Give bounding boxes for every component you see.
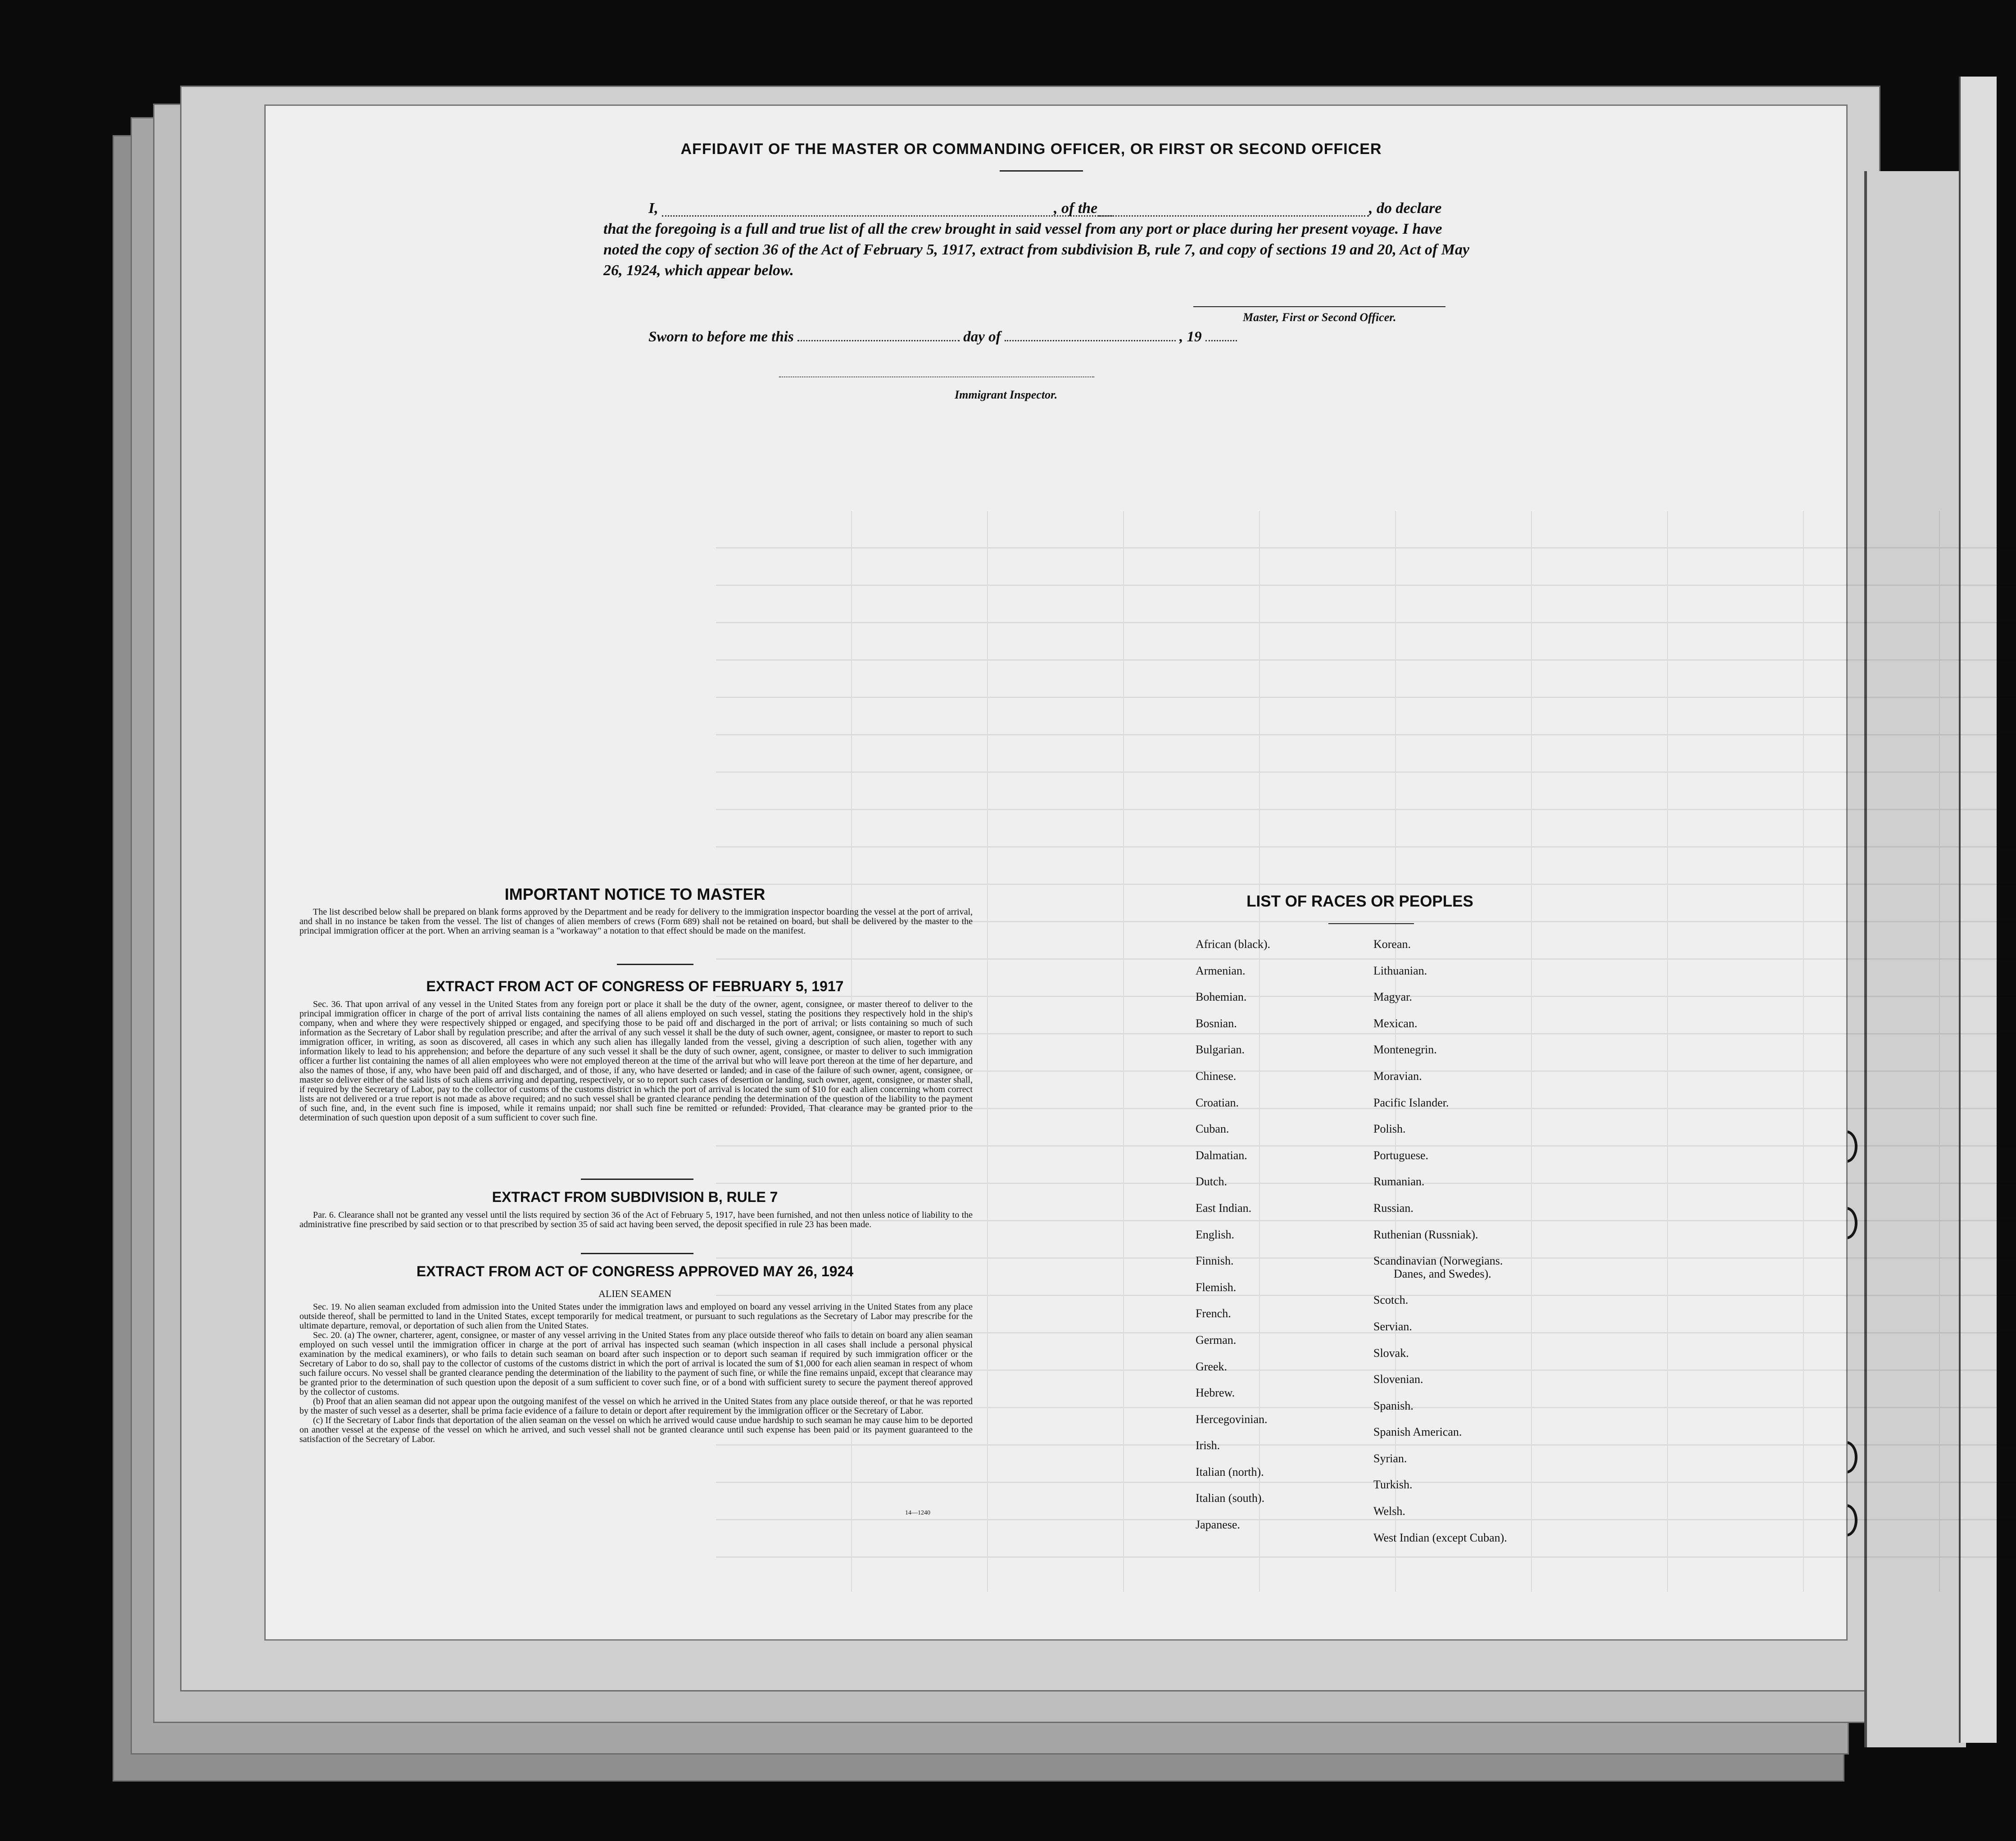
sec19-text: Sec. 19. No alien seaman excluded from admission into the United States under the immigration laws and employed on board any vessel arriving in the United States from any place outside thereof, shall be permitted to land in the United States, except temporarily for medical treatment, or pursuant to such regulations as the Secretary of Labor may prescribe for the ultimate departure, removal, or deportation of such alien from the United States. <box>299 1302 973 1331</box>
declaration-line <box>603 198 1477 219</box>
race-item: Hercegovinian. <box>1196 1412 1268 1426</box>
race-item: Scandinavian (Norwegians. <box>1373 1254 1503 1268</box>
race-item: Dalmatian. <box>1196 1148 1247 1162</box>
races-left-column <box>1196 931 1270 1538</box>
declaration-of-the: , of the <box>1054 200 1098 217</box>
sworn-day: day of <box>963 329 1001 345</box>
race-item: Mexican. <box>1373 1016 1418 1030</box>
race-item: Chinese. <box>1196 1069 1237 1083</box>
race-item: Slovenian. <box>1373 1373 1423 1386</box>
alien-seamen-subheading: ALIEN SEAMEN <box>598 1288 671 1299</box>
notice-heading: IMPORTANT NOTICE TO MASTER <box>504 885 766 903</box>
race-item: Moravian. <box>1373 1069 1422 1083</box>
race-item: Japanese. <box>1196 1518 1240 1532</box>
race-item: Armenian. <box>1196 964 1246 977</box>
master-label: Master, First or Second Officer. <box>1243 311 1396 324</box>
sec20a-text: Sec. 20. (a) The owner, charterer, agent, consignee, or master of any vessel arriving in the United States from any place outside thereof who fails to detain on board any alien seaman employed on such vessel until the immigration officer in charge at the port of arrival has inspected such seaman (which inspection in all cases shall include a personal physical examination by the medical examiners), or who fails to detain such seaman on board after such inspection or to deport such seaman if required by such immigration officer or the Secretary of Labor to do so, shall pay to the collector of customs of the customs district in which the port of arrival is located the sum of $1,000 for each alien seaman in respect of whom such failure occurs. No vessel shall be granted clearance pending the determination of the liability to the payment of such fine, or while the fine remains unpaid, except that clearance may be granted prior to the determination of such question upon the deposit of a sum sufficient to cover such fine, or of a bond with sufficient surety to secure the payment thereof approved by the collector of customs. <box>299 1330 973 1397</box>
race-item: Russian. <box>1373 1201 1413 1215</box>
races-right-column <box>1373 931 1507 1551</box>
race-item: English. <box>1196 1228 1234 1241</box>
race-item: Spanish. <box>1373 1399 1413 1412</box>
race-item: Greek. <box>1196 1360 1228 1373</box>
sworn-prefix: Sworn to before me this <box>648 329 794 345</box>
extract-1917-text: Sec. 36. That upon arrival of any vessel in the United States from any foreign port or place it shall be the duty of the owner, agent, consignee, or master thereof to deliver to the principal immigration officer in charge of the port of arrival lists containing the names of all aliens employed on such vessel, stating the positions they respectively hold in the ship's company, when and where they were respectively shipped or engaged, and specifying those to be paid off and discharged in the port of arrival; or lists containing so much of such information as the Secretary of Labor shall by regulation prescribe; and after the arrival of any such vessel it shall be the duty of such owner, agent, consignee, or master to report to such immigration officer, in writing, as soon as discovered, all cases in which any such alien has illegally landed from the vessel, giving a description of such alien, together with any information likely to lead to his apprehension; and before the departure of any such vessel it shall be the duty of such owner, agent, consignee, or master to deliver to such immigration officer a further list containing the names of all alien employees who were not employed thereon at the time of the arrival but who will leave port thereon at the time of her departure, and also the names of those, if any, who have been paid off and discharged, and of those, if any, who have deserted or landed; and in case of the failure of such owner, agent, consignee, or master so deliver either of the said lists of such aliens arriving and departing, respectively, or so to report such cases of desertion or landing, such owner, agent, consignee, or master shall, if required by the Secretary of Labor, pay to the collector of customs of the customs district in which the port of arrival is located the sum of $10 for each alien concerning whom correct lists are not delivered or a true report is not made as above required; and no such vessel shall be granted clearance pending the determination of the question of the liability to the payment of such fine, and, in the event such fine is imposed, while it remains unpaid; nor shall such fine be remitted or refunded: Provided, That clearance may be granted prior to the determination of such question upon deposit of a sum sufficient to cover such fine. <box>299 999 973 1123</box>
sworn-line <box>648 329 1237 345</box>
divider <box>617 964 693 965</box>
extract-1924-heading: EXTRACT FROM ACT OF CONGRESS APPROVED MAY 26, 1924 <box>416 1263 854 1279</box>
race-item: French. <box>1196 1307 1231 1320</box>
declaration-end: , do declare <box>1369 200 1442 217</box>
race-item: West Indian (except Cuban). <box>1373 1531 1507 1544</box>
race-item: Lithuanian. <box>1373 964 1427 977</box>
affidavit-heading: AFFIDAVIT OF THE MASTER OR COMMANDING OFFICER, OR FIRST OR SECOND OFFICER <box>680 141 1382 158</box>
race-item: East Indian. <box>1196 1201 1252 1215</box>
extract-1917-heading: EXTRACT FROM ACT OF CONGRESS OF FEBRUARY 5, 1917 <box>426 978 844 994</box>
extract-rule7-heading: EXTRACT FROM SUBDIVISION B, RULE 7 <box>492 1189 778 1205</box>
race-item: Cuban. <box>1196 1122 1229 1136</box>
race-item: Dutch. <box>1196 1175 1228 1188</box>
extract-1924-text <box>299 1302 973 1444</box>
race-item: Scotch. <box>1373 1293 1409 1307</box>
race-item: Bulgarian. <box>1196 1043 1245 1057</box>
race-item: Spanish American. <box>1373 1425 1462 1439</box>
sec20b-text: (b) Proof that an alien seaman did not appear upon the outgoing manifest of the vessel on which he arrived in the United States from any place outside thereof, or that he was reported by the master of such vessel as a deserter, shall be prima facie evidence of a failure to detain or deport after requirement by the immigration officer or the Secretary of Labor. <box>299 1397 973 1416</box>
race-item: Italian (north). <box>1196 1465 1264 1478</box>
vessel-blank <box>1099 215 1369 217</box>
inspector-signature-line <box>779 376 1094 377</box>
race-item: Ruthenian (Russniak). <box>1373 1228 1478 1241</box>
race-item: African (black). <box>1196 938 1271 951</box>
divider <box>581 1179 693 1180</box>
declaration-text: that the foregoing is a full and true list of all the crew brought in said vessel from any port or place during her present voyage. I have noted the copy of section 36 of the Act of February 5, 1917, extract from subdivision B, rule 7, and copy of sections 19 and 20, Act of May 26, 1924, which appear below. <box>603 221 1470 279</box>
name-blank <box>662 215 1112 217</box>
race-item: Flemish. <box>1196 1280 1237 1294</box>
race-item: Rumanian. <box>1373 1175 1425 1188</box>
inspector-label: Immigrant Inspector. <box>955 388 1058 401</box>
race-item: Hebrew. <box>1196 1386 1235 1400</box>
race-item: Welsh. <box>1373 1505 1405 1518</box>
race-item: Korean. <box>1373 938 1411 951</box>
race-item: Pacific Islander. <box>1373 1096 1449 1109</box>
race-item: Magyar. <box>1373 990 1412 1004</box>
sworn-year: , 19 <box>1179 329 1202 345</box>
race-item: Croatian. <box>1196 1096 1239 1109</box>
race-item: Portuguese. <box>1373 1148 1429 1162</box>
race-item: Italian (south). <box>1196 1492 1265 1505</box>
extract-rule7-text: Par. 6. Clearance shall not be granted any vessel until the lists required by section 36 of the Act of February 5, 1917, have been furnished, and not then unless notice of liability to the administrative fine prescribed by said section or to that prescribed by section 35 of said act having been served, the deposit specified in rule 23 has been made. <box>299 1210 973 1229</box>
race-item: Syrian. <box>1373 1451 1407 1465</box>
divider <box>1000 170 1083 172</box>
races-heading: LIST OF RACES OR PEOPLES <box>1246 893 1473 910</box>
declaration <box>603 198 1477 281</box>
notice-text: The list described below shall be prepared on blank forms approved by the Department and be ready for delivery to the immigration inspector boarding the vessel at the port of arrival, and shall in no instance be taken from the vessel. The list of changes of alien members of crews (Form 689) shall not be retained on board, but shall be delivered by the master to the principal immigration officer at the port. When an arriving seaman is a "workaway" a notation to that effect should be made on the manifest. <box>299 907 973 936</box>
declaration-i: I, <box>648 200 658 217</box>
race-item: Slovak. <box>1373 1346 1409 1360</box>
race-item: Montenegrin. <box>1373 1043 1437 1057</box>
race-item: Turkish. <box>1373 1478 1413 1492</box>
race-item: Bosnian. <box>1196 1016 1237 1030</box>
master-signature-line <box>1193 306 1445 307</box>
sec20c-text: (c) If the Secretary of Labor finds that deportation of the alien seaman on the vessel on which he arrived would cause undue hardship to such seaman he may cause him to be deported on another vessel at the expense of the vessel on which he arrived, and such vessel shall not be granted clearance until such expense has been paid or its payment guaranteed to the satisfaction of the Secretary of Labor. <box>299 1415 973 1444</box>
race-item: Servian. <box>1373 1320 1412 1333</box>
race-item: Irish. <box>1196 1439 1220 1452</box>
race-item: Danes, and Swedes). <box>1394 1267 1491 1280</box>
race-item: Bohemian. <box>1196 990 1247 1004</box>
race-item: Polish. <box>1373 1122 1406 1136</box>
race-item: German. <box>1196 1333 1237 1347</box>
divider <box>1328 923 1414 924</box>
race-item: Finnish. <box>1196 1254 1234 1268</box>
form-number: 14—1240 <box>905 1510 930 1516</box>
divider <box>581 1253 693 1254</box>
